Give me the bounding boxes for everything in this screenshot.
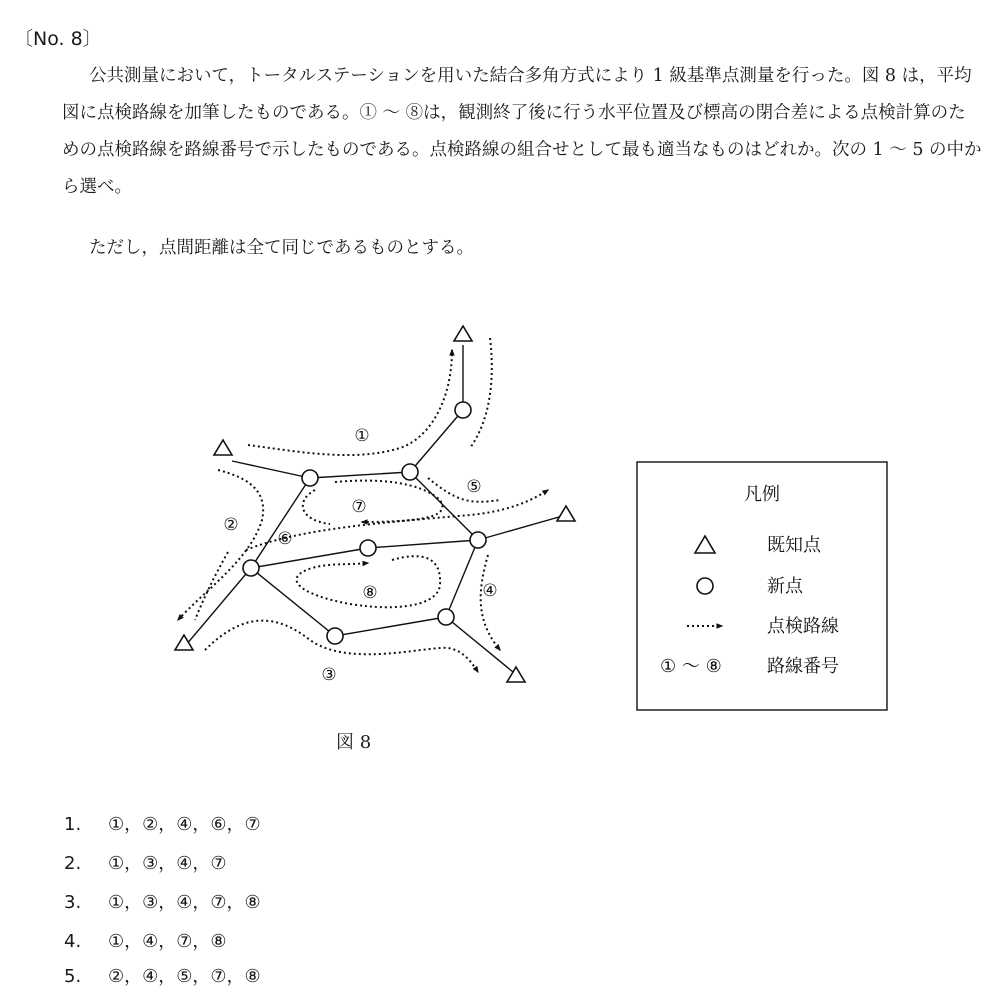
new-point-circle-icon [438, 609, 454, 625]
legend-route-range: ① ～ ⑧ [660, 656, 722, 677]
new-point-circle-icon [243, 560, 259, 576]
known-point-bottomleft-triangle-icon [175, 635, 193, 650]
choice-5[interactable] [64, 962, 261, 988]
new-point-circle-icon [327, 628, 343, 644]
check-route-1-return [470, 338, 492, 448]
new-point-circle-icon [360, 540, 376, 556]
legend-title: 凡例 [744, 484, 780, 505]
legend-new-point: 新点 [767, 576, 803, 597]
legend-circle-icon [697, 578, 713, 594]
question-paragraph-2: ただし，点間距離は全て同じであるものとする。 [89, 238, 474, 258]
route-label-5: ⑤ [466, 477, 482, 497]
route-label-2: ② [223, 515, 239, 535]
legend-known-point: 既知点 [767, 535, 821, 556]
check-route-3 [205, 621, 478, 672]
choice-number: 4. [64, 931, 82, 952]
check-route-2 [178, 470, 263, 620]
choice-number: 5. [64, 966, 82, 987]
choice-2[interactable] [64, 849, 227, 875]
choice-text: ②，④，⑤，⑦，⑧ [108, 966, 261, 987]
check-route-1 [248, 350, 452, 455]
check-route-7-left [303, 490, 330, 524]
new-point-circle-icon [402, 464, 418, 480]
figure-caption: 図 8 [336, 732, 372, 753]
legend-route-number: 路線番号 [767, 656, 839, 677]
choice-number: 1. [64, 814, 82, 835]
choice-text: ①，③，④，⑦ [108, 853, 227, 874]
new-point-circle-icon [470, 532, 486, 548]
choice-1[interactable] [64, 810, 261, 836]
new-point-circle-icon [302, 470, 318, 486]
route-label-8: ⑧ [362, 583, 378, 603]
route-label-1: ① [354, 426, 370, 446]
question-number: 〔No. 8〕 [14, 28, 102, 50]
legend-box [637, 462, 887, 710]
known-point-top-triangle-icon [454, 326, 472, 341]
new-point-circle-icon [455, 402, 471, 418]
legend-check-route: 点検路線 [767, 616, 839, 637]
check-route-4 [481, 555, 500, 650]
choice-text: ①，④，⑦，⑧ [108, 931, 227, 952]
choice-text: ①，②，④，⑥，⑦ [108, 814, 261, 835]
check-route-2b [195, 552, 228, 620]
route-label-3: ③ [321, 665, 337, 685]
choice-3[interactable] [64, 888, 261, 914]
choice-4[interactable] [64, 927, 227, 953]
choice-text: ①，③，④，⑦，⑧ [108, 892, 261, 913]
route-label-6: ⑥ [277, 529, 293, 549]
choice-number: 3. [64, 892, 82, 913]
route-label-7: ⑦ [351, 497, 367, 517]
known-point-right-triangle-icon [557, 506, 575, 521]
choice-number: 2. [64, 853, 82, 874]
known-point-left-triangle-icon [214, 440, 232, 455]
question-paragraph-1: 公共測量において，トータルステーションを用いた結合多角方式により 1 級基準点測量を行った。図 8 は，平均図に点検路線を加筆したものである。① ～ ⑧は，観測終了後に行う水平位置及び標高の閉合差による点検計算のための点検路線を路線番号で示したものである。点検路線の組合せとして最も適当なものはどれか。次の 1 ～ 5 の中から選べ。 [62, 66, 982, 197]
route-label-4: ④ [482, 581, 498, 601]
